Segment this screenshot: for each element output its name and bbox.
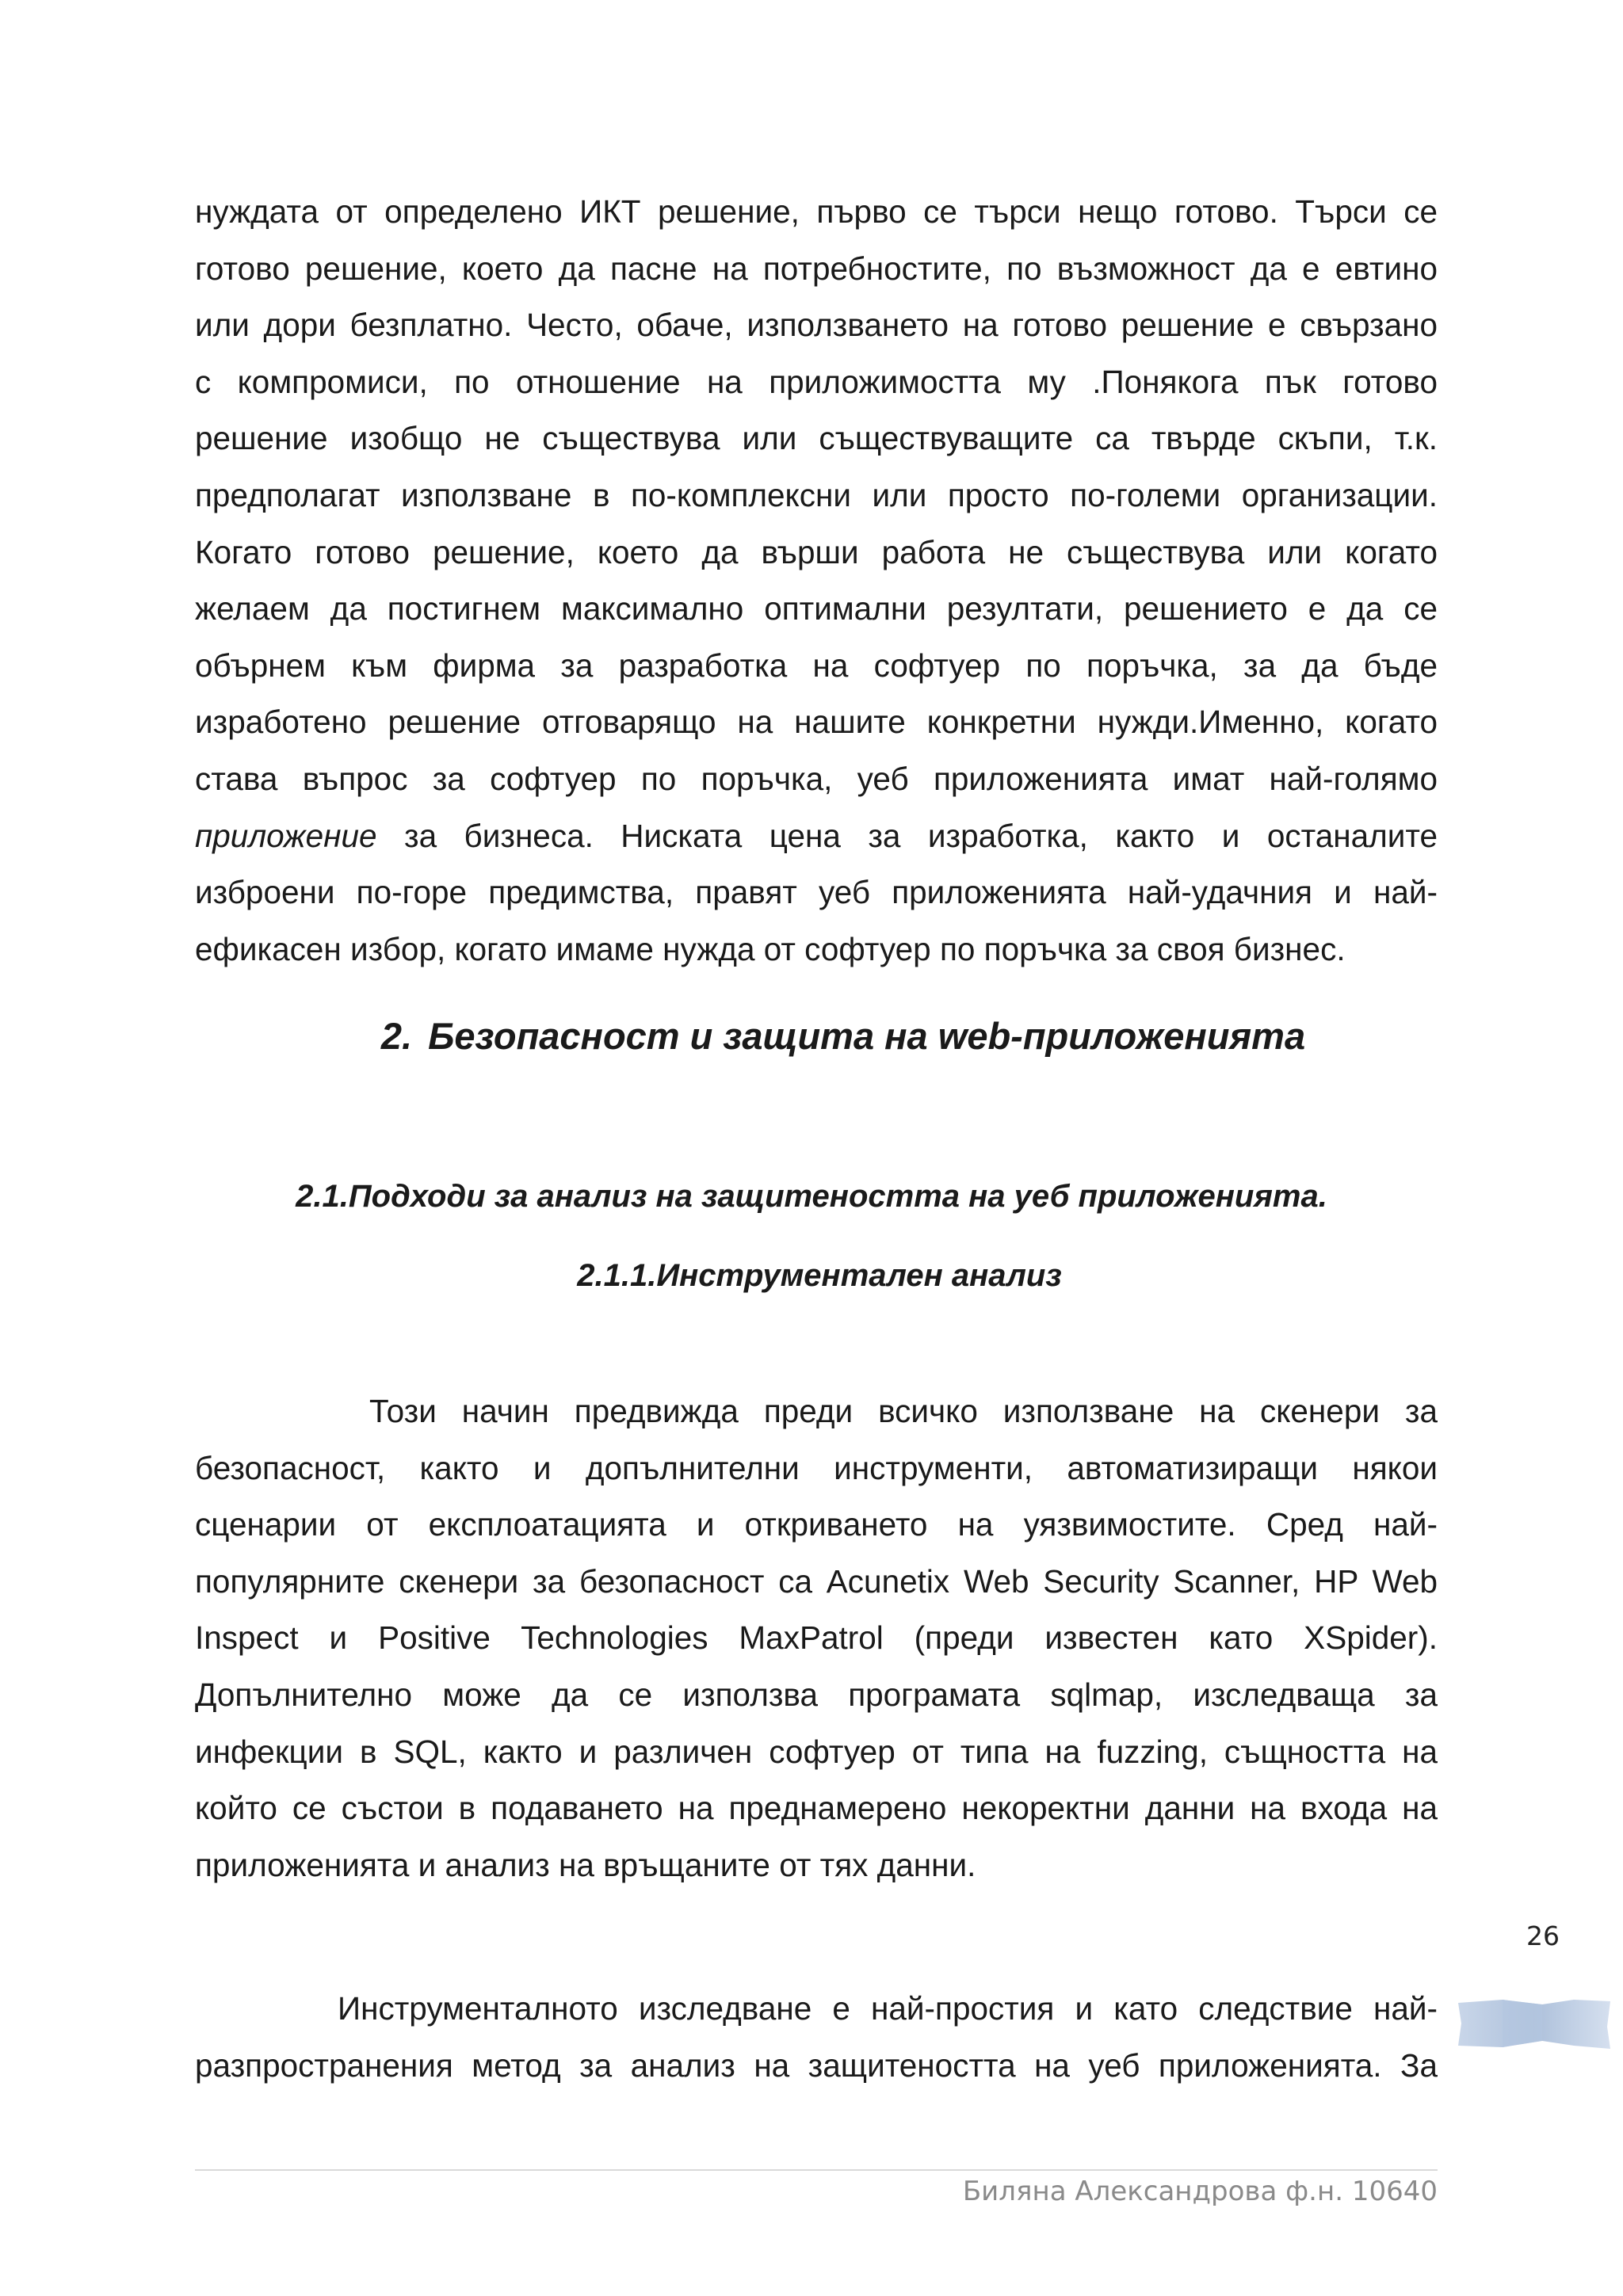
text-line: Когато готово решение, което да върши работа не съществува или когато [195,533,1438,570]
text-line-rest: за бизнеса. Ниската цена за изработка, както и останалите [376,817,1438,854]
text-line: Инструменталното изследване е най-простия и като следствие най- [338,1990,1438,2027]
text-line: разпространения метод за анализ на защитеността на уеб приложенията. За [195,2046,1438,2084]
italic-word: приложение [195,817,377,854]
paragraph-intro [195,184,1438,978]
text-line: изработено решение отговарящо на нашите конкретни нужди.Именно, когато [195,704,1438,741]
text-line: популярните скенери за безопасност са Acunetix Web Security Scanner, HP Web [195,1562,1438,1600]
text-line: безопасност, както и допълнителни инструменти, автоматизиращи някои [195,1449,1438,1486]
text-line: готово решение, което да пасне на потребностите, по възможност да е евтино [195,250,1438,287]
text-line: Този начин предвижда преди всичко използване на скенери за [369,1393,1438,1429]
text-line: решение изобщо не съществува или съществуващите са твърде скъпи, т.к. [195,420,1438,457]
text-line: инфекции в SQL, както и различен софтуер от типа на fuzzing, същността на [195,1733,1438,1770]
section-heading [0,1014,1623,1058]
text-line-with-italic [195,808,1438,865]
text-line: който се състои в подаването на преднамерено некоректни данни на входа на [195,1790,1438,1827]
text-line: сценарии от експлоатацията и откриването на уязвимостите. Сред най- [195,1506,1438,1543]
text-line: Inspect и Positive Technologies MaxPatrol (преди известен като XSpider). [195,1619,1438,1657]
text-line: желаем да постигнем максимално оптимални резултати, решението е да се [195,590,1438,627]
text-line: приложенията и анализ на връщаните от тях данни. [195,1846,976,1883]
text-line: с компромиси, по отношение на приложимостта му .Понякога пък готово [195,363,1438,400]
footer-author: Биляна Александрова ф.н. 10640 [962,2176,1438,2207]
section-title: Безопасност и защита на web-приложенията [428,1015,1306,1057]
text-line: нуждата от определено ИКТ решение, първо се търси нещо готово. Търси се [195,193,1438,230]
section-number: 2. [380,1015,413,1057]
text-line: изброени по-горе предимства, правят уеб приложенията най-удачния и най- [195,874,1438,911]
paragraph-instrumental-study [195,1981,1438,2094]
footer-divider [195,2169,1438,2171]
text-line: става въпрос за софтуер по поръчка, уеб приложенията имат най-голямо [195,760,1438,797]
paragraph-instrumental-analysis [195,1383,1438,1894]
page-tab-decoration [1455,1997,1613,2052]
text-line: или дори безплатно. Често, обаче, използването на готово решение е свързано [195,307,1438,344]
subsubsection-heading: 2.1.1.Инструментален анализ [577,1258,1062,1293]
page-number: 26 [1526,1920,1560,1951]
subsection-heading: 2.1.Подходи за анализ на защитеността на уеб приложенията. [296,1179,1327,1214]
text-line: обърнем към фирма за разработка на софтуер по поръчка, за да бъде [195,646,1438,684]
text-line: Допълнително може да се използва програмата sqlmap, изследваща за [195,1676,1438,1713]
text-line: ефикасен избор, когато имаме нужда от софтуер по поръчка за своя бизнес. [195,930,1346,967]
text-line: предполагат използване в по-комплексни или просто по-големи организации. [195,476,1438,513]
